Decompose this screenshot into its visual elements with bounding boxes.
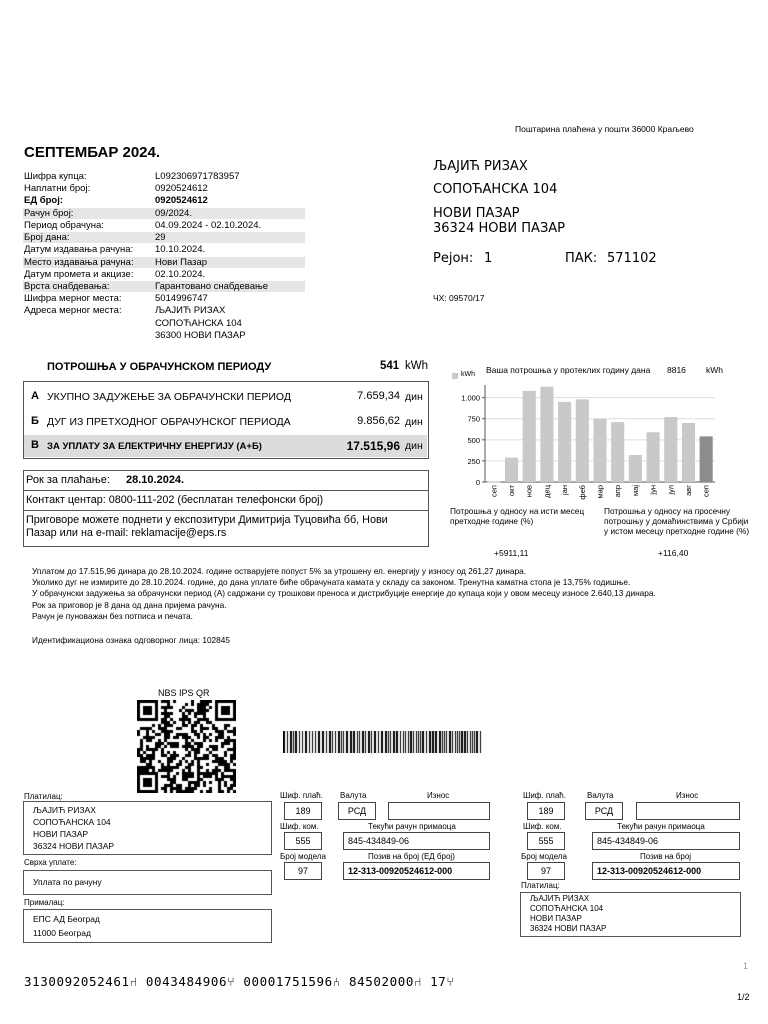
ch-code: ЧХ: 09570/17	[433, 293, 485, 303]
charge-label: ЗА УПЛАТУ ЗА ЕЛЕКТРИЧНУ ЕНЕРГИЈУ (А+Б)	[47, 441, 262, 452]
account-label: Текући рачун примаоца	[617, 822, 705, 831]
bar	[487, 482, 500, 483]
qr-code	[137, 700, 236, 793]
reference-field: 12-313-00920524612-000	[592, 862, 740, 880]
recipient-city: НОВИ ПАЗАР	[433, 206, 520, 221]
x-tick-label: јан	[560, 485, 570, 495]
note-line: Рок за приговор је 8 дана од дана пријема рачуна.	[32, 600, 227, 610]
com-code-label: Шиф. ком.	[280, 822, 319, 831]
legend-label: kWh	[461, 371, 475, 378]
chart-title: Ваша потрошња у протеклих годину дана	[486, 365, 651, 375]
billing-number-value: 0920524612	[155, 183, 208, 194]
account-field: 845-434849-06	[592, 832, 740, 850]
meter-address-label: Адреса мерног места:	[24, 305, 122, 316]
x-tick-label: феб	[577, 485, 587, 500]
pay-code-label: Шиф. плаћ.	[280, 791, 323, 800]
customer-code-label: Шифра купца:	[24, 171, 87, 182]
bar	[540, 387, 553, 482]
x-tick-label: сеп	[489, 485, 499, 497]
consumption-label: ПОТРОШЊА У ОБРАЧУНСКОМ ПЕРИОДУ	[47, 361, 272, 373]
charge-letter: В	[31, 439, 39, 451]
purpose-value: Уплата по рачуну	[33, 877, 102, 887]
charge-unit: дин	[405, 416, 423, 428]
y-tick-label: 0	[475, 478, 480, 487]
com-code-field: 555	[527, 832, 565, 850]
amount-field	[388, 802, 490, 820]
y-tick-label: 1.000	[461, 393, 480, 403]
note-line: Уплатом до 17.515,96 динара до 28.10.2024. године остварујете попуст 5% за утрошену ел. енергију у износу од 261,27 динара.	[32, 566, 527, 576]
customer-code-value: L092306971783957	[155, 171, 240, 182]
payee-line: 11000 Београд	[33, 928, 91, 938]
recipient-name: ЉАЈИЋ РИЗАХ	[433, 159, 528, 174]
bill-title: СЕПТЕМБАР 2024.	[24, 144, 161, 161]
complaint-line-2: Пазар или на e-mail: reklamacije@eps.rs	[26, 527, 227, 539]
payer-line: НОВИ ПАЗАР	[33, 829, 89, 839]
y-tick-label: 750	[467, 414, 480, 424]
payer-line: СОПОЋАНСКА 104	[33, 817, 111, 827]
currency-label: Валута	[587, 791, 614, 800]
charge-letter: Б	[31, 415, 39, 427]
model-label: Број модела	[521, 852, 567, 861]
days-count-value: 29	[155, 232, 166, 243]
model-field: 97	[527, 862, 565, 880]
x-tick-label: мар	[595, 485, 605, 499]
complaint-line-1: Приговоре можете поднети у експозитури Димитрија Туцовића бб, Нови	[26, 514, 388, 526]
meter-address-street: СОПОЋАНСКА 104	[155, 318, 242, 329]
x-tick-label: јун	[648, 485, 658, 495]
page-mark: 1	[743, 961, 749, 971]
payer-label: Платилац:	[521, 881, 560, 890]
barcode	[283, 731, 483, 753]
purpose-label: Сврха уплате:	[24, 858, 77, 867]
payer-line: 36324 НОВИ ПАЗАР	[33, 841, 115, 851]
meter-code-label: Шифра мерног места:	[24, 293, 122, 304]
ocr-line: 3130092052461⑁ 0043484906⑂ 00001751596⑃ 84502000⑁ 17⑂	[24, 974, 455, 989]
invoice-number-label: Рачун број:	[24, 208, 74, 219]
meter-code-value: 5014996747	[155, 293, 208, 304]
issue-date-label: Датум издавања рачуна:	[24, 244, 134, 255]
contact-center: Контакт центар: 0800-111-202 (бесплатан телефонски број)	[26, 494, 324, 506]
payee-line: ЕПС АД Београд	[33, 914, 100, 924]
region-label: Рејон:	[433, 251, 474, 266]
invoice-number-value: 09/2024.	[155, 208, 192, 219]
ed-number-label: ЕД број:	[24, 195, 64, 206]
pak-label: ПАК:	[565, 251, 598, 266]
issue-date-value: 10.10.2024.	[155, 244, 206, 255]
charge-total-value: 17.515,96	[346, 439, 400, 453]
supply-type-label: Врста снабдевања:	[24, 281, 110, 292]
bar	[505, 458, 518, 482]
reference-label: Позив на број (ЕД број)	[368, 852, 455, 861]
charge-letter: А	[31, 390, 39, 402]
qr-label: NBS IPS QR	[158, 688, 210, 698]
responsible-id: Идентификациона ознака одговорног лица: 102845	[32, 635, 231, 645]
currency-field: РСД	[338, 802, 376, 820]
meter-address-name: ЉАЈИЋ РИЗАХ	[155, 305, 226, 316]
reference-field: 12-313-00920524612-000	[343, 862, 490, 880]
bar	[558, 402, 571, 482]
bar	[523, 391, 536, 482]
pay-code-field: 189	[284, 802, 322, 820]
pak-value: 571102	[607, 251, 657, 266]
payer-label: Платилац:	[24, 792, 63, 801]
currency-label: Валута	[340, 791, 367, 800]
page-number: 1/2	[737, 992, 750, 1002]
chart-total: 8816	[667, 365, 686, 375]
x-tick-label: сеп	[701, 485, 711, 497]
bar	[629, 455, 642, 482]
note-line: Уколико дуг не измирите до 28.10.2024. године, до дана уплате биће обрачуната камата у складу са законом. Тренутна каматна стопа је 13,75% годишње.	[32, 577, 631, 587]
chart-unit: kWh	[706, 365, 723, 375]
charge-label: УКУПНО ЗАДУЖЕЊЕ ЗА ОБРАЧУНСКИ ПЕРИОД	[47, 391, 291, 403]
charge-value: 9.856,62	[357, 415, 400, 427]
charge-unit: дин	[405, 440, 423, 452]
due-date-label: Рок за плаћање:	[26, 474, 110, 486]
billing-period-label: Период обрачуна:	[24, 220, 104, 231]
x-tick-label: окт	[507, 485, 517, 496]
payee-label: Прималац:	[24, 898, 65, 907]
pay-code-label: Шиф. плаћ.	[523, 791, 566, 800]
divider	[23, 510, 428, 511]
currency-field: РСД	[585, 802, 623, 820]
y-tick-label: 250	[467, 456, 480, 466]
payer-line: НОВИ ПАЗАР	[530, 914, 582, 923]
com-code-field: 555	[284, 832, 322, 850]
bar-chart-svg	[450, 360, 748, 510]
note-line: Рачун је пуноважан без потписа и печата.	[32, 611, 193, 621]
issue-place-label: Место издавања рачуна:	[24, 257, 134, 268]
recipient-zip-city: 36324 НОВИ ПАЗАР	[433, 221, 566, 236]
postage-note: Поштарина плаћена у пошти 36000 Краљево	[515, 124, 694, 134]
account-field: 845-434849-06	[343, 832, 490, 850]
days-count-label: Број дана:	[24, 232, 70, 243]
x-tick-label: дец	[542, 485, 552, 498]
chart-value-left: +5911,11	[494, 548, 529, 558]
bar	[700, 436, 713, 482]
payer-line: ЉАЈИЋ РИЗАХ	[530, 894, 590, 903]
billing-period-value: 04.09.2024 - 02.10.2024.	[155, 220, 262, 231]
amount-field	[636, 802, 740, 820]
consumption-value: 541	[380, 360, 400, 372]
payer-line: 36324 НОВИ ПАЗАР	[530, 924, 607, 933]
x-tick-label: апр	[613, 485, 623, 498]
charge-label: ДУГ ИЗ ПРЕТХОДНОГ ОБРАЧУНСКОГ ПЕРИОДА	[47, 416, 291, 428]
x-tick-label: мај	[630, 485, 640, 496]
amount-label: Износ	[427, 791, 450, 800]
pay-code-field: 189	[527, 802, 565, 820]
com-code-label: Шиф. ком.	[523, 822, 562, 831]
due-date-value: 28.10.2024.	[126, 474, 185, 486]
recipient-street: СОПОЋАНСКА 104	[433, 182, 558, 197]
payer-line: СОПОЋАНСКА 104	[530, 904, 604, 913]
charge-unit: дин	[405, 391, 423, 403]
x-tick-label: нов	[524, 485, 534, 498]
payer-line: ЉАЈИЋ РИЗАХ	[33, 805, 96, 815]
bar	[593, 419, 606, 482]
turnover-date-value: 02.10.2024.	[155, 269, 206, 280]
y-tick-label: 500	[467, 435, 480, 445]
billing-number-label: Наплатни број:	[24, 183, 91, 194]
model-field: 97	[284, 862, 322, 880]
meter-address-city: 36300 НОВИ ПАЗАР	[155, 330, 246, 341]
bar	[664, 417, 677, 482]
consumption-unit: kWh	[405, 360, 428, 372]
region-value: 1	[484, 251, 493, 266]
bar	[682, 423, 695, 482]
x-tick-label: јул	[666, 485, 676, 495]
bar	[611, 422, 624, 482]
bar	[576, 399, 589, 482]
charge-row-total	[24, 435, 427, 457]
chart-value-right: +116,40	[658, 548, 689, 558]
x-tick-label: авг	[683, 485, 693, 496]
bar	[647, 432, 660, 482]
note-line: У обрачунски задужења за обрачунски период (А) садржани су трошкови преноса и дистрибуције енергије до купаца који у овом месецу износе 2.640,13 динара.	[32, 588, 656, 598]
amount-label: Износ	[676, 791, 699, 800]
supply-type-value: Гарантовано снабдевање	[155, 281, 268, 292]
turnover-date-label: Датум промета и акцизе:	[24, 269, 134, 280]
charge-value: 7.659,34	[357, 390, 400, 402]
charge-row-a	[24, 386, 427, 408]
divider	[23, 490, 428, 491]
account-label: Текући рачун примаоца	[368, 822, 456, 831]
ed-number-value: 0920524612	[155, 195, 208, 206]
chart-caption-left: Потрошња у односу на исти месец претходне године (%)	[450, 506, 585, 526]
issue-place-value: Нови Пазар	[155, 257, 208, 268]
chart-caption-right: Потрошња у односу на просечну потрошњу у домаћинствима у Србији у истом месецу претходне године (%)	[604, 506, 750, 536]
charge-row-b	[24, 411, 427, 433]
reference-label: Позив на број	[640, 852, 692, 861]
model-label: Број модела	[280, 852, 326, 861]
